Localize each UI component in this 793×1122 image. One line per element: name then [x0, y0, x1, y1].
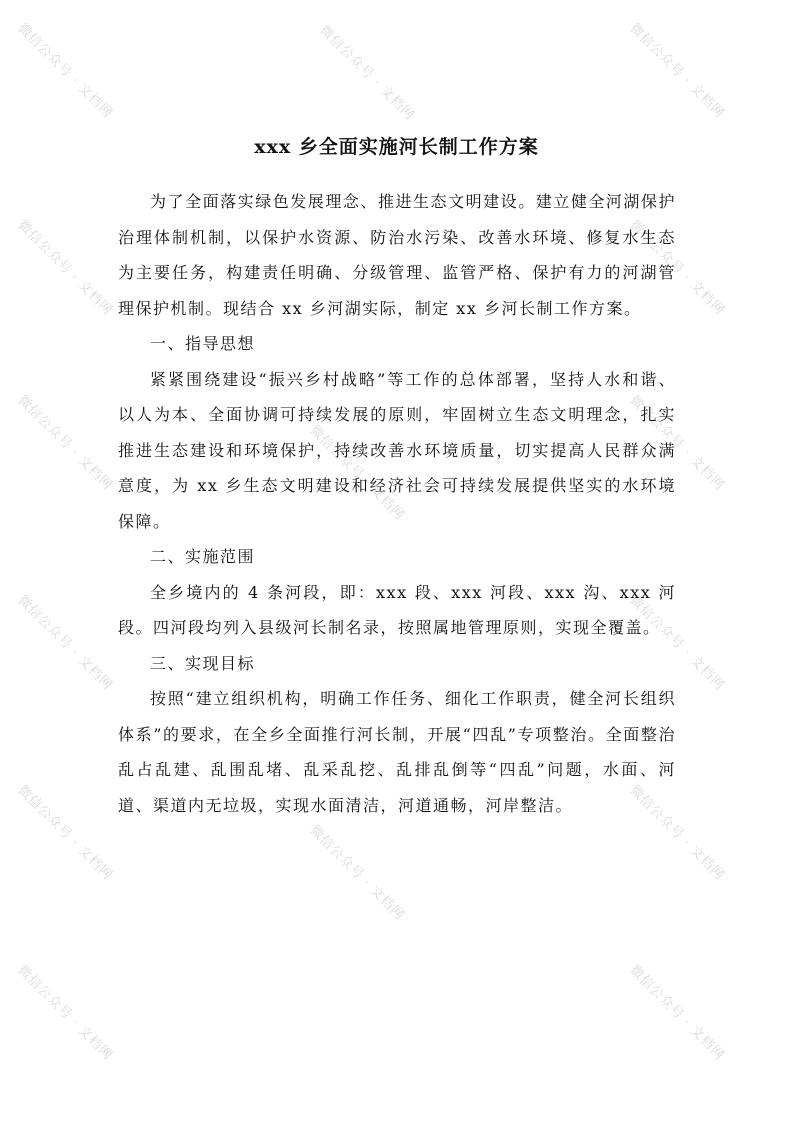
watermark-text: 微信公众号 · 文档网	[626, 592, 728, 694]
watermark-text: 微信公众号 · 文档网	[14, 782, 116, 884]
watermark-text: 微信公众号 · 文档网	[306, 422, 408, 524]
watermark-text: 微信公众号 · 文档网	[626, 20, 728, 122]
document-body	[118, 184, 676, 823]
intro-paragraph: 为了全面落实绿色发展理念、推进生态文明建设。建立健全河湖保护治理体制机制，以保护水资源、防治水污染、改善水环境、修复水生态为主要任务，构建责任明确、分级管理、监管严格、保护有力的河湖管理保护机制。现结合 xx 乡河湖实际，制定 xx 乡河长制工作方案。	[118, 192, 676, 318]
watermark-text: 微信公众号 · 文档网	[14, 592, 116, 694]
document-title: xxx 乡全面实施河长制工作方案	[254, 136, 539, 158]
section-heading-goals: 三、实现目标	[150, 653, 256, 673]
section-heading-guiding-ideology: 一、指导思想	[150, 334, 256, 353]
watermark-text: 微信公众号 · 文档网	[14, 20, 116, 122]
section-heading-scope: 二、实施范围	[150, 547, 256, 566]
watermark-text: 微信公众号 · 文档网	[316, 22, 418, 124]
section-text-guiding-ideology: 紧紧围绕建设“振兴乡村战略”等工作的总体部署，坚持人水和谐、以人为本、全面协调可持续发展的原则，牢固树立生态文明理念，扎实推进生态建设和环境保护，持续改善水环境质量，切实提高人民群众满意度，为 xx 乡生态文明建设和经济社会可持续发展提供坚实的水环境保障。	[118, 369, 676, 531]
section-text-scope: 全乡境内的 4 条河段，即：xxx 段、xxx 河段、xxx 沟、xxx 河段。四河段均列入县级河长制名录，按照属地管理原则，实现全覆盖。	[118, 582, 676, 637]
watermark-text: 微信公众号 · 文档网	[14, 217, 116, 319]
watermark-text: 微信公众号 · 文档网	[626, 392, 728, 494]
watermark-text: 微信公众号 · 文档网	[626, 782, 728, 884]
watermark-text: 微信公众号 · 文档网	[306, 822, 408, 924]
section-text-goals: 按照“建立组织机构，明确工作任务、细化工作职责，健全河长组织体系”的要求，在全乡全面推行河长制，开展“四乱”专项整治。全面整治乱占乱建、乱围乱堵、乱采乱挖、乱排乱倒等“四乱”问题，水面、河道、渠道内无垃圾，实现水面清洁，河道通畅，河岸整洁。	[118, 689, 676, 815]
watermark-text: 微信公众号 · 文档网	[14, 392, 116, 494]
watermark-text: 微信公众号 · 文档网	[626, 962, 728, 1064]
watermark-text: 微信公众号 · 文档网	[14, 962, 116, 1064]
watermark-text: 微信公众号 · 文档网	[626, 217, 728, 319]
